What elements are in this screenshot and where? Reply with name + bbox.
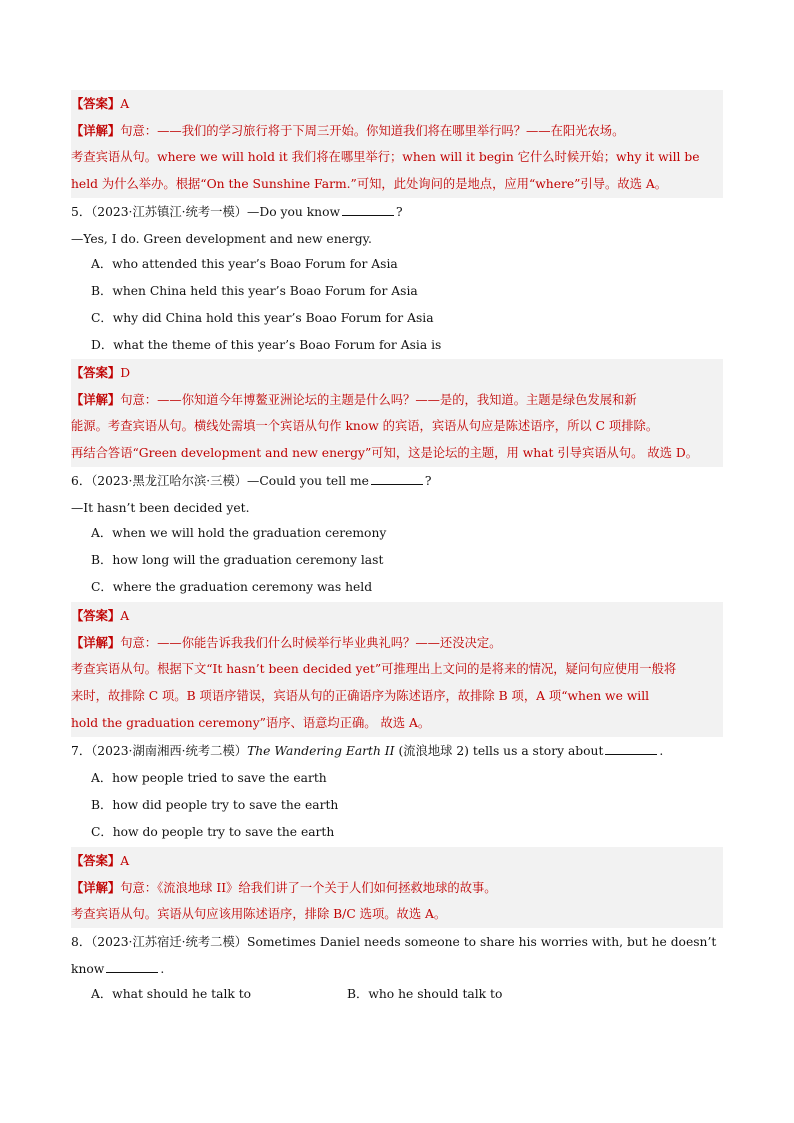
answer-tag: 【答案】 <box>71 365 121 380</box>
q6-answer-line <box>71 602 723 629</box>
q5-reply: —Yes, I do. Green development and new energy. <box>71 232 372 246</box>
q5-option-d: D．what the theme of this year’s Boao Forum for Asia is <box>91 338 442 352</box>
q6-option-b: B．how long will the graduation ceremony last <box>91 553 384 567</box>
q5-detail-line-3: 再结合答语“Green development and new energy”可知，这是论坛的主题，用 what 引导宾语从句。 故选 D。 <box>71 440 723 467</box>
q4-detail-line-2: 考查宾语从句。where we will hold it 我们将在哪里举行；when will it begin 它什么时候开始；why it will be <box>71 144 723 171</box>
answer-value: A <box>120 97 130 111</box>
q6-option-a: A．when we will hold the graduation ceremony <box>91 526 387 540</box>
q7-stem: 7．（2023·湖南湘西·统考二模）The Wandering Earth II (流浪地球 2) tells us a story about . <box>71 738 723 765</box>
detail-tag: 【详解】 <box>71 880 121 895</box>
q5-answer-line <box>71 359 723 386</box>
q6-option-c: C．where the graduation ceremony was held <box>91 580 373 594</box>
q5-detail-line-1: 【详解】句意：——你知道今年博鳌亚洲论坛的主题是什么吗？——是的，我知道。主题是绿色发展和新 <box>71 386 723 413</box>
q5-detail-line-2: 能源。考查宾语从句。横线处需填一个宾语从句作 know 的宾语，宾语从句应是陈述语序，所以 C 项排除。 <box>71 413 723 440</box>
q5-option-b: B．when China held this year’s Boao Forum for Asia <box>91 284 418 298</box>
detail-tag: 【详解】 <box>71 123 121 138</box>
q8-option-a: A．what should he talk to <box>91 987 252 1001</box>
detail-tag: 【详解】 <box>71 392 121 407</box>
answer-value: A <box>120 609 130 623</box>
q6-detail-line-4: hold the graduation ceremony”语序、语意均正确。 故选 A。 <box>71 710 723 737</box>
q7-detail-line-2: 考查宾语从句。宾语从句应该用陈述语序，排除 B/C 选项。故选 A。 <box>71 901 723 928</box>
q6-detail-line-1: 【详解】句意：——你能告诉我我们什么时候举行毕业典礼吗？——还没决定。 <box>71 629 723 656</box>
detail-tag: 【详解】 <box>71 635 121 650</box>
q4-detail-line-1: 【详解】句意：——我们的学习旅行将于下周三开始。你知道我们将在哪里举行吗？——在阳光农场。 <box>71 117 723 144</box>
answer-tag: 【答案】 <box>71 853 121 868</box>
q8-option-b: B．who he should talk to <box>347 987 503 1001</box>
answer-blank <box>605 740 657 755</box>
q7-option-b: B．how did people try to save the earth <box>91 798 339 812</box>
answer-value: D <box>120 366 131 380</box>
q6-reply: —It hasn’t been decided yet. <box>71 501 250 515</box>
answer-blank <box>106 958 158 973</box>
q4-detail-line-3: held 为什么举办。根据“On the Sunshine Farm.”可知，此处询问的是地点，应用“where”引导。故选 A。 <box>71 171 723 198</box>
q6-detail-line-2: 考查宾语从句。根据下文“It hasn’t been decided yet”可推理出上文问的是将来的情况，疑问句应使用一般将 <box>71 656 723 683</box>
q7-option-c: C．how do people try to save the earth <box>91 825 335 839</box>
q5-option-c: C．why did China hold this year’s Boao Forum for Asia <box>91 311 434 325</box>
q8-stem-line-2: know . <box>71 956 723 983</box>
answer-tag: 【答案】 <box>71 96 121 111</box>
q7-answer-line <box>71 847 723 874</box>
q7-detail-line-1: 【详解】句意：《流浪地球 II》给我们讲了一个关于人们如何拯救地球的故事。 <box>71 874 723 901</box>
answer-blank <box>342 201 394 216</box>
q4-answer-line <box>71 90 723 117</box>
movie-title: The Wandering Earth II <box>247 744 395 758</box>
answer-blank <box>371 470 423 485</box>
q6-detail-line-3: 来时，故排除 C 项。B 项语序错误，宾语从句的正确语序为陈述语序，故排除 B 项，A 项“when we will <box>71 683 723 710</box>
q7-option-a: A．how people tried to save the earth <box>91 771 327 785</box>
answer-value: A <box>120 854 130 868</box>
q5-stem: 5．（2023·江苏镇江·统考一模）—Do you know ? <box>71 199 723 226</box>
q6-stem: 6．（2023·黑龙江哈尔滨·三模）—Could you tell me ? <box>71 468 723 495</box>
q8-stem-line-1: 8．（2023·江苏宿迁·统考二模）Sometimes Daniel needs someone to share his worries with, but he doesn’t <box>71 935 717 949</box>
answer-tag: 【答案】 <box>71 608 121 623</box>
q5-option-a: A．who attended this year’s Boao Forum for Asia <box>91 257 398 271</box>
